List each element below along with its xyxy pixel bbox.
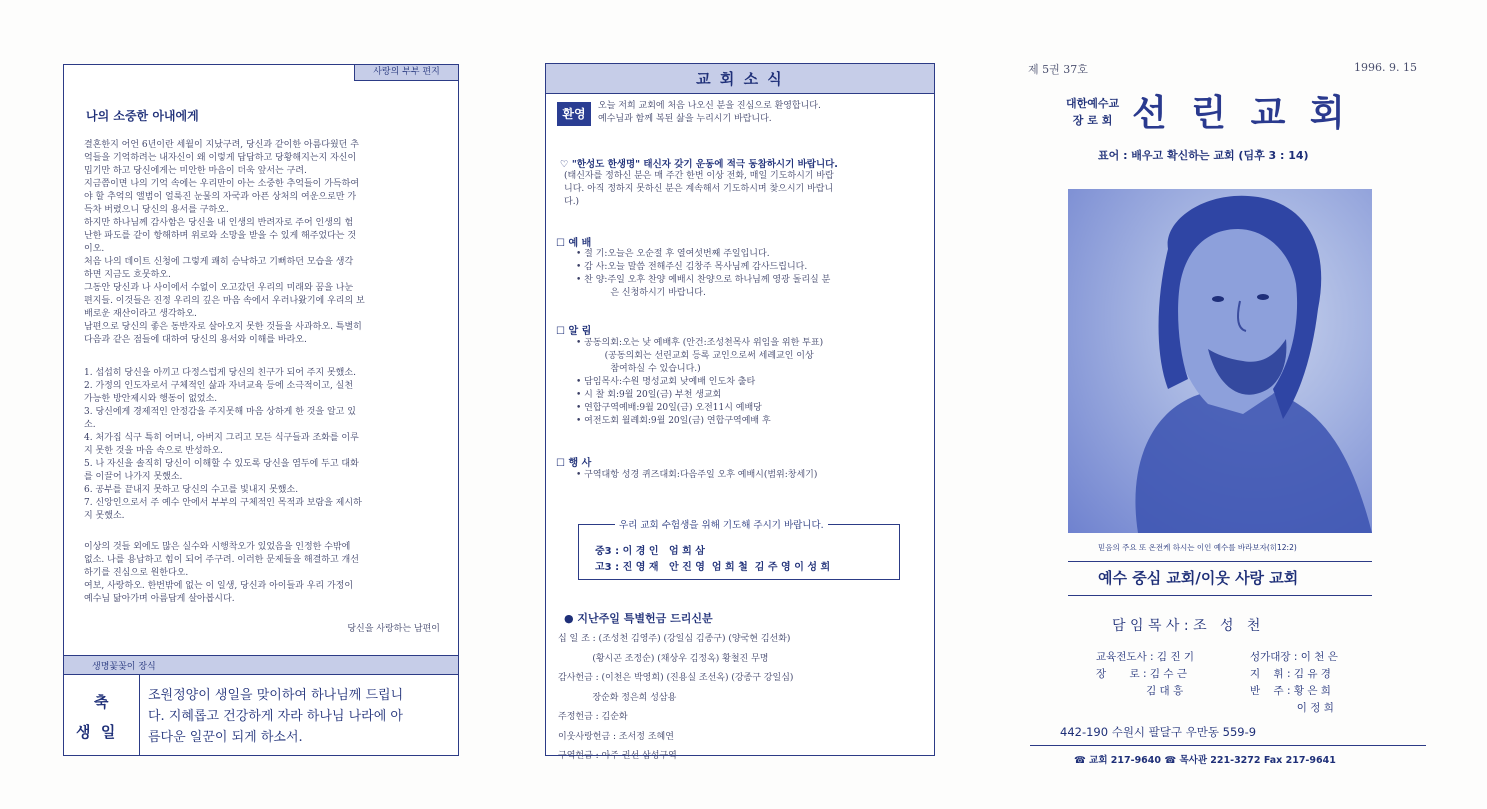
notice-item: • 시 찰 회:9월 20일(금) 부천 생교회 bbox=[576, 390, 722, 400]
body-line: 이오. bbox=[84, 244, 105, 254]
body-line: 하지만 하나님께 감사함은 당신을 내 인생의 반려자로 주어 인생의 험 bbox=[84, 218, 354, 228]
body-line: 밉기만 하고 당신에게는 미안한 마음이 더욱 앞서는 구려. bbox=[84, 166, 307, 176]
address-rule bbox=[1030, 745, 1426, 746]
body-line: 다음과 같은 점들에 대하여 당신의 용서와 이해를 바라오. bbox=[84, 335, 307, 345]
love-letter-title: 나의 소중한 아내에게 bbox=[86, 109, 199, 123]
offering-line: (황시곤 조정순) (채상우 김정옥) 황철진 무명 bbox=[558, 653, 769, 664]
body-line: 그동안 당신과 나 사이에서 수없이 오고갔던 우리의 미래와 꿈을 나눈 bbox=[84, 283, 354, 293]
prayer-line-2: 고3 : 진 영 재 안 진 영 엄 희 철 김 주 영 이 성 희 bbox=[595, 562, 831, 573]
love-letter-tag: 사랑의 부부 편지 bbox=[373, 67, 440, 77]
notice-title: ☐ 알 림 bbox=[556, 326, 592, 337]
love-letter-closing bbox=[84, 541, 359, 606]
staff-item: 장 로 : 김 수 근 bbox=[1096, 668, 1187, 680]
closing-line: 여보, 사랑하오. 한번밖에 없는 이 일생, 당신과 아이들과 우리 가정이 bbox=[84, 581, 354, 591]
staff-right bbox=[1250, 649, 1338, 717]
welcome-line: 예수님과 함께 복된 삶을 누리시기 바랍니다. bbox=[598, 114, 772, 124]
offering-line: 구역헌금 : 아주 권선 삼성구역 bbox=[558, 751, 677, 761]
welcome-line: 오늘 저희 교회에 처음 나오신 분을 진심으로 환영합니다. bbox=[598, 101, 821, 111]
offering-title: ● 지난주일 특별헌금 드리신분 bbox=[564, 612, 713, 625]
notice-list bbox=[576, 337, 823, 428]
welcome-text bbox=[598, 100, 821, 126]
birthday-header bbox=[64, 655, 458, 675]
birthday-line: 다. 지혜롭고 건강하게 자라 하나님 나라에 아 bbox=[148, 709, 403, 724]
staff-item: 김 대 흥 bbox=[1096, 685, 1184, 697]
love-letter-tag-box bbox=[354, 65, 458, 81]
list-item: 소. bbox=[84, 420, 96, 430]
offering-list bbox=[558, 630, 793, 767]
notice-item: • 담임목사:수원 명성교회 낮예배 인도차 출타 bbox=[576, 377, 756, 387]
church-news-title: 교 회 소 식 bbox=[696, 70, 784, 88]
notice-item: (공동의회는 선린교회 등록 교인으로써 세례교인 이상 bbox=[576, 351, 814, 361]
staff-item: 성가대장 : 이 천 은 bbox=[1250, 651, 1338, 663]
list-item: 를 이끌어 나가지 못했소. bbox=[84, 472, 183, 482]
list-item: 지 못했소. bbox=[84, 511, 125, 521]
body-line: 편지들. 이것들은 진정 우리의 깊은 마음 속에서 우러나왔기에 우리의 보 bbox=[84, 296, 365, 306]
slogan-rule-top bbox=[1068, 561, 1372, 562]
staff-item: 반 주 : 황 은 희 bbox=[1250, 685, 1331, 697]
welcome-badge: 환영 bbox=[557, 102, 591, 126]
closing-line: 하기를 진심으로 원한다오. bbox=[84, 568, 189, 578]
list-item: 지 못한 것을 마음 속으로 반성하오. bbox=[84, 446, 223, 456]
worship-item: • 절 기:오늘은 오순절 후 열여섯번째 주일입니다. bbox=[576, 249, 770, 259]
body-line: 남편으로 당신의 좋은 동반자로 살아오지 못한 것들을 사과하오. 특별히 bbox=[84, 322, 362, 332]
notice-item: • 연합구역예배:9월 20일(금) 오전11시 예배당 bbox=[576, 403, 762, 413]
notice-item: • 공동의회:오는 낮 예배후 (안건:조성천목사 위임을 위한 투표) bbox=[576, 338, 824, 348]
list-item: 7. 신앙인으로서 주 예수 안에서 부부의 구체적인 목적과 보람을 제시하 bbox=[84, 498, 362, 508]
body-line: 득차 버렸으니 당신의 용서를 구하오. bbox=[84, 205, 229, 215]
notice-item: 참여하실 수 있습니다.) bbox=[576, 364, 701, 374]
birthday-line: 름다운 일꾼이 되게 하소서. bbox=[148, 730, 303, 745]
love-letter-body bbox=[84, 139, 454, 347]
worship-title: ☐ 예 배 bbox=[556, 238, 592, 249]
list-item: 4. 처가집 식구 특히 어머니, 아버지 그리고 모든 식구들과 조화를 이루 bbox=[84, 433, 359, 443]
birthday-label-1: 축 bbox=[94, 693, 109, 711]
closing-line: 예수님 닮아가며 아름답게 살아봅시다. bbox=[84, 594, 235, 604]
list-item: 1. 섭섭히 당신을 아끼고 다정스럽게 당신의 친구가 되어 주지 못했소. bbox=[84, 368, 356, 378]
list-item: 가능한 방안제시와 행동이 없었소. bbox=[84, 394, 218, 404]
birthday-label-box bbox=[64, 675, 140, 755]
worship-item: • 찬 양:주일 오후 찬양 예배시 찬양으로 하나님께 영광 돌리실 분 bbox=[576, 275, 831, 285]
volume-number: 제 5권 37호 bbox=[1028, 63, 1088, 76]
staff-left bbox=[1096, 649, 1194, 700]
staff-item: 교육전도사 : 김 진 기 bbox=[1096, 651, 1195, 663]
love-letter-panel bbox=[63, 64, 459, 756]
prayer-line-1: 중3 : 이 경 인 엄 희 삼 bbox=[595, 546, 705, 557]
portrait-caption: 믿음의 주요 또 온전케 하시는 이인 예수를 바라보자(히12:2) bbox=[1098, 543, 1297, 552]
phones: ☎ 교회 217-9640 ☎ 목사관 221-3272 Fax 217-9641 bbox=[1074, 755, 1336, 766]
campaign-title: ♡ "한성도 한생명" 태신자 갖기 운동에 적극 동참하시기 바랍니다. bbox=[560, 159, 838, 170]
staff-item: 이 정 희 bbox=[1250, 702, 1334, 714]
body-line: 억들을 기억하려는 내자신이 왜 이렇게 답답하고 당황해지는지 자신이 bbox=[84, 153, 357, 163]
motto: 표어 : 배우고 확신하는 교회 (딤후 3 : 14) bbox=[1098, 149, 1309, 162]
closing-line: 이상의 것들 외에도 많은 실수와 시행착오가 있었음을 인정한 수밖에 bbox=[84, 542, 351, 552]
church-name: 선 린 교 회 bbox=[1132, 93, 1351, 134]
slogan-rule-bottom bbox=[1068, 595, 1372, 596]
list-item: 2. 가정의 인도자로서 구체적인 삶과 자녀교육 등에 소극적이고, 실천 bbox=[84, 381, 354, 391]
birthday-header-text: 생명꽃꽂이 장식 bbox=[92, 662, 156, 672]
offering-line: 이웃사랑헌금 : 조서정 조혜연 bbox=[558, 731, 674, 742]
church-news-header bbox=[546, 64, 934, 94]
body-line: 배로운 재산이라고 생각하오. bbox=[84, 309, 197, 319]
campaign-text bbox=[564, 170, 834, 209]
offering-line: 주정헌금 : 김순화 bbox=[558, 712, 628, 722]
body-line: 결혼한지 어언 6년이란 세월이 지났구려, 당신과 같이한 아름다웠던 추 bbox=[84, 140, 359, 150]
address: 442-190 수원시 팔달구 우만동 559-9 bbox=[1060, 725, 1257, 739]
body-line: 야 할 추억의 앨범이 얼룩진 눈물의 자국과 아픈 상처의 여운으로만 가 bbox=[84, 192, 357, 202]
worship-item: 은 신청하시기 바랍니다. bbox=[576, 288, 706, 298]
jesus-portrait bbox=[1068, 189, 1372, 533]
event-list bbox=[576, 469, 817, 482]
love-letter-list bbox=[84, 367, 362, 523]
event-item: • 구역대항 성경 퀴즈대회:다음주일 오후 예배시(범위:창세기) bbox=[576, 470, 818, 480]
cover-panel bbox=[1010, 55, 1440, 775]
love-letter-signature: 당신을 사랑하는 남편이 bbox=[347, 624, 440, 634]
birthday-label-2: 생 일 bbox=[76, 723, 116, 741]
slogan: 예수 중심 교회/이웃 사랑 교회 bbox=[1098, 569, 1299, 587]
portrait-drawing bbox=[1068, 189, 1372, 533]
offering-line: 장순화 정은희 성삼용 bbox=[558, 692, 677, 703]
list-item: 3. 당신에게 경제적인 안정감을 주지못해 마음 상하게 한 것을 알고 있 bbox=[84, 407, 356, 417]
birthday-text bbox=[148, 685, 403, 748]
list-item: 5. 나 자신을 솔직히 당신이 이해할 수 있도록 당신을 염두에 두고 대화 bbox=[84, 459, 359, 469]
prayer-title: 우리 교회 수험생을 위해 기도해 주시기 바랍니다. bbox=[615, 517, 828, 531]
notice-item: • 여전도회 월례회:9월 20일(금) 연합구역예배 후 bbox=[576, 416, 771, 426]
body-line: 처음 나의 데이트 신청에 그렇게 쾌히 승낙하고 기뻐하던 모습을 생각 bbox=[84, 257, 354, 267]
body-line: 난한 파도를 같이 항해하며 위로와 소망을 받을 수 있게 해주었다는 것 bbox=[84, 231, 357, 241]
birthday-line: 조원정양이 생일을 맞이하여 하나님께 드립니 bbox=[148, 688, 404, 703]
campaign-line: 다.) bbox=[564, 197, 580, 207]
denomination-line-2: 장 로 회 bbox=[1072, 114, 1113, 127]
worship-item: • 감 사:오늘 말씀 전해주신 김창주 목사님께 감사드립니다. bbox=[576, 262, 808, 272]
campaign-line: (태신자를 정하신 분은 매 주간 한번 이상 전화, 매일 기도하시기 바랍 bbox=[564, 171, 834, 181]
campaign-line: 니다. 아직 정하지 못하신 분은 계속해서 기도하시며 찾으시기 바랍니 bbox=[564, 184, 834, 194]
denomination-line-1: 대한예수교 bbox=[1066, 97, 1120, 110]
offering-line: 십 일 조 : (조성천 김영주) (강일심 김종구) (양국현 김선화) bbox=[558, 634, 791, 644]
church-news-panel bbox=[545, 63, 935, 761]
offering-line: 감사헌금 : (이천은 박영희) (진용실 조선옥) (강종구 강일심) bbox=[558, 673, 794, 683]
issue-date: 1996. 9. 15 bbox=[1354, 61, 1417, 74]
staff-item: 지 휘 : 김 유 경 bbox=[1250, 668, 1331, 680]
body-line: 하면 지금도 흐뭇하오. bbox=[84, 270, 171, 280]
denomination bbox=[1066, 95, 1119, 129]
closing-line: 없소. 나를 용납하고 힘이 되어 주구려. 이러한 문제들을 해결하고 개선 bbox=[84, 555, 359, 565]
event-title: ☐ 행 사 bbox=[556, 458, 592, 469]
prayer-box bbox=[578, 520, 900, 580]
pastor: 담 임 목 사 : 조 성 천 bbox=[1112, 618, 1261, 634]
body-line: 지금쯤이면 나의 기억 속에는 우리만이 아는 소중한 추억들이 가득하여 bbox=[84, 179, 360, 189]
list-item: 6. 공부를 끝내지 못하고 당신의 수고를 빛내지 못했소. bbox=[84, 485, 299, 495]
worship-list bbox=[576, 248, 830, 300]
